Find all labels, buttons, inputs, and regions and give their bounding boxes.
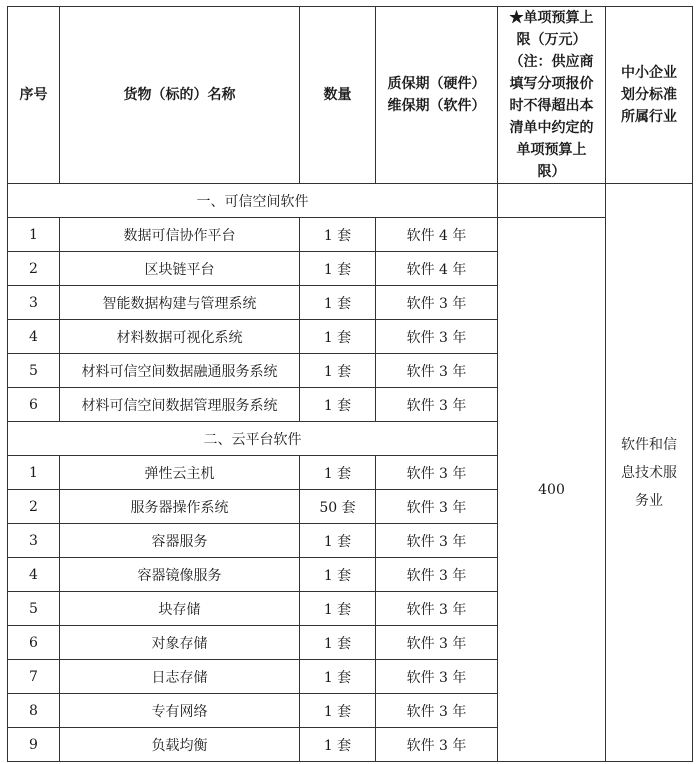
row-warranty: 软件 3 年 xyxy=(376,660,498,694)
header-industry-line: 所属行业 xyxy=(621,109,677,125)
header-industry-line: 划分标准 xyxy=(621,87,677,103)
row-qty: 1 套 xyxy=(300,558,376,592)
header-budget-line: 限） xyxy=(537,164,566,180)
row-warranty: 软件 3 年 xyxy=(376,456,498,490)
header-name: 货物（标的）名称 xyxy=(60,7,300,184)
row-index: 4 xyxy=(8,558,60,592)
row-qty: 1 套 xyxy=(300,388,376,422)
row-qty: 1 套 xyxy=(300,660,376,694)
header-budget xyxy=(498,7,606,184)
row-warranty: 软件 3 年 xyxy=(376,286,498,320)
row-index: 3 xyxy=(8,286,60,320)
row-index: 6 xyxy=(8,626,60,660)
row-qty: 1 套 xyxy=(300,320,376,354)
industry-cell xyxy=(606,184,693,762)
row-name: 智能数据构建与管理系统 xyxy=(60,286,300,320)
row-qty: 1 套 xyxy=(300,592,376,626)
row-warranty: 软件 4 年 xyxy=(376,218,498,252)
header-warranty-line: 维保期（软件） xyxy=(387,98,486,114)
row-qty: 1 套 xyxy=(300,286,376,320)
header-budget-line: 清单中约定的 xyxy=(509,120,594,136)
industry-line: 息技术服 xyxy=(621,464,677,481)
row-qty: 50 套 xyxy=(300,490,376,524)
row-index: 1 xyxy=(8,456,60,490)
row-name: 服务器操作系统 xyxy=(60,490,300,524)
row-warranty: 软件 3 年 xyxy=(376,388,498,422)
row-warranty: 软件 3 年 xyxy=(376,558,498,592)
row-index: 4 xyxy=(8,320,60,354)
header-row xyxy=(8,7,693,184)
row-name: 块存储 xyxy=(60,592,300,626)
row-name: 容器服务 xyxy=(60,524,300,558)
header-budget-line: 限（万元） xyxy=(516,32,587,48)
row-warranty: 软件 3 年 xyxy=(376,490,498,524)
header-budget-line: 填写分项报价 xyxy=(509,76,594,92)
header-qty: 数量 xyxy=(300,7,376,184)
industry-line: 软件和信 xyxy=(621,436,677,453)
table-row xyxy=(8,218,693,252)
procurement-table xyxy=(7,6,693,762)
row-warranty: 软件 3 年 xyxy=(376,728,498,762)
row-name: 容器镜像服务 xyxy=(60,558,300,592)
row-name: 区块链平台 xyxy=(60,252,300,286)
row-index: 2 xyxy=(8,252,60,286)
budget-blank-cell xyxy=(498,184,606,218)
row-index: 5 xyxy=(8,354,60,388)
section-row xyxy=(8,184,693,218)
row-name: 专有网络 xyxy=(60,694,300,728)
header-budget-line: 单项预算上 xyxy=(516,142,587,158)
row-warranty: 软件 3 年 xyxy=(376,694,498,728)
row-name: 日志存储 xyxy=(60,660,300,694)
row-warranty: 软件 3 年 xyxy=(376,320,498,354)
row-qty: 1 套 xyxy=(300,524,376,558)
row-qty: 1 套 xyxy=(300,728,376,762)
section-title: 一、可信空间软件 xyxy=(8,184,498,218)
header-budget-line: （注：供应商 xyxy=(509,54,594,70)
row-qty: 1 套 xyxy=(300,694,376,728)
row-warranty: 软件 3 年 xyxy=(376,354,498,388)
row-warranty: 软件 3 年 xyxy=(376,592,498,626)
row-qty: 1 套 xyxy=(300,252,376,286)
row-name: 材料可信空间数据管理服务系统 xyxy=(60,388,300,422)
row-index: 6 xyxy=(8,388,60,422)
industry-line: 务业 xyxy=(635,492,663,509)
row-qty: 1 套 xyxy=(300,456,376,490)
row-name: 弹性云主机 xyxy=(60,456,300,490)
row-index: 1 xyxy=(8,218,60,252)
row-index: 3 xyxy=(8,524,60,558)
row-warranty: 软件 3 年 xyxy=(376,626,498,660)
row-name: 材料数据可视化系统 xyxy=(60,320,300,354)
row-index: 2 xyxy=(8,490,60,524)
row-qty: 1 套 xyxy=(300,626,376,660)
row-warranty: 软件 4 年 xyxy=(376,252,498,286)
row-name: 数据可信协作平台 xyxy=(60,218,300,252)
header-industry-line: 中小企业 xyxy=(621,65,677,81)
row-index: 5 xyxy=(8,592,60,626)
row-warranty: 软件 3 年 xyxy=(376,524,498,558)
header-warranty-line: 质保期（硬件） xyxy=(387,76,486,92)
row-index: 8 xyxy=(8,694,60,728)
section-title: 二、云平台软件 xyxy=(8,422,498,456)
row-index: 9 xyxy=(8,728,60,762)
header-warranty xyxy=(376,7,498,184)
row-qty: 1 套 xyxy=(300,354,376,388)
header-budget-line: 时不得超出本 xyxy=(509,98,594,114)
row-name: 对象存储 xyxy=(60,626,300,660)
header-industry xyxy=(606,7,693,184)
budget-cell: 400 xyxy=(498,218,606,762)
row-name: 负载均衡 xyxy=(60,728,300,762)
row-name: 材料可信空间数据融通服务系统 xyxy=(60,354,300,388)
row-qty: 1 套 xyxy=(300,218,376,252)
header-index: 序号 xyxy=(8,7,60,184)
header-budget-line: ★单项预算上 xyxy=(509,10,594,26)
row-index: 7 xyxy=(8,660,60,694)
